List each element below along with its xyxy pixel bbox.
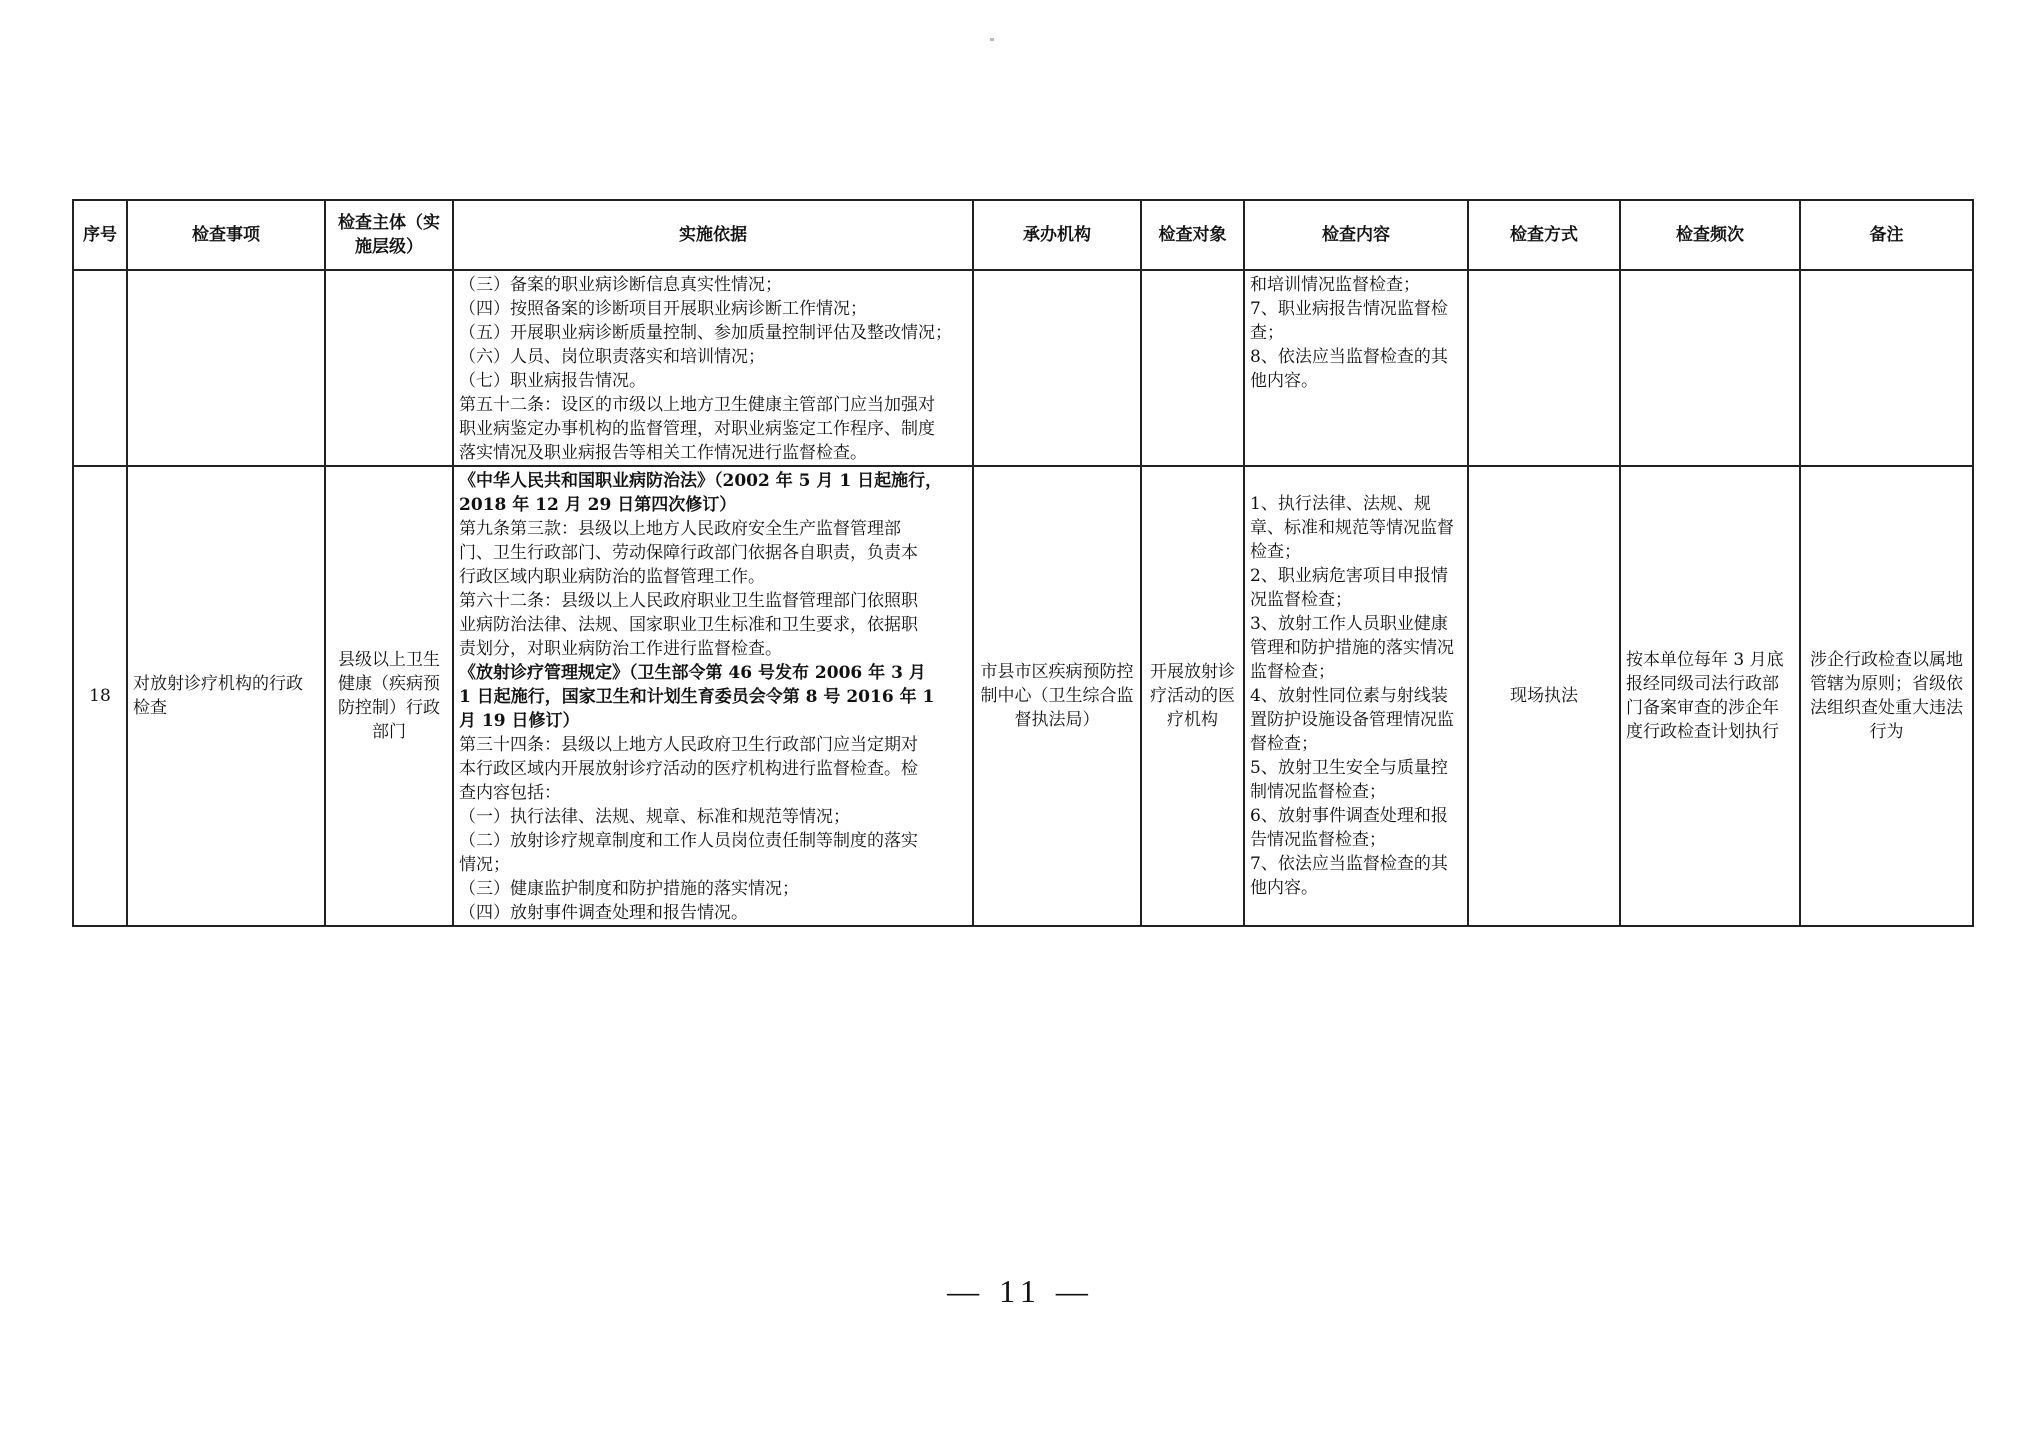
scan-mark bbox=[990, 38, 994, 41]
content-line: 1、执行法律、法规、规章、标准和规范等情况监督检查； bbox=[1250, 494, 1454, 562]
basis-line: （五）开展职业病诊断质量控制、参加质量控制评估及整改情况； bbox=[459, 323, 952, 343]
basis-line: （四）按照备案的诊断项目开展职业病诊断工作情况； bbox=[459, 299, 867, 319]
basis-line: （六）人员、岗位职责落实和培训情况； bbox=[459, 347, 765, 367]
cell-method: 现场执法 bbox=[1468, 466, 1620, 926]
basis-line: 责划分，对职业病防治工作进行监督检查。 bbox=[459, 639, 782, 659]
basis-line: 第九条第三款：县级以上地方人民政府安全生产监督管理部 bbox=[459, 519, 901, 539]
cell-item: 对放射诊疗机构的行政检查 bbox=[127, 466, 325, 926]
cell-item bbox=[127, 270, 325, 466]
cell-no bbox=[73, 270, 127, 466]
basis-line: （三）健康监护制度和防护措施的落实情况； bbox=[459, 879, 799, 899]
header-no: 序号 bbox=[73, 200, 127, 270]
content-line: 5、放射卫生安全与质量控制情况监督检查； bbox=[1250, 758, 1448, 802]
cell-agency: 市县市区疾病预防控制中心（卫生综合监督执法局） bbox=[973, 466, 1141, 926]
basis-line: 门、卫生行政部门、劳动保障行政部门依据各自职责，负责本 bbox=[459, 543, 918, 563]
header-remark: 备注 bbox=[1800, 200, 1973, 270]
header-subject: 检查主体（实施层级） bbox=[325, 200, 453, 270]
basis-line: 《中华人民共和国职业病防治法》（2002 年 5 月 1 日起施行， bbox=[459, 471, 943, 491]
cell-basis bbox=[453, 270, 973, 466]
header-item: 检查事项 bbox=[127, 200, 325, 270]
basis-line: 第六十二条：县级以上人民政府职业卫生监督管理部门依照职 bbox=[459, 591, 918, 611]
header-method: 检查方式 bbox=[1468, 200, 1620, 270]
basis-line: 《放射诊疗管理规定》（卫生部令第 46 号发布 2006 年 3 月 bbox=[459, 663, 926, 683]
cell-no: 18 bbox=[73, 466, 127, 926]
basis-line: （四）放射事件调查处理和报告情况。 bbox=[459, 903, 748, 923]
content-line: 4、放射性同位素与射线装置防护设施设备管理情况监督检查； bbox=[1250, 686, 1454, 754]
basis-line: （一）执行法律、法规、规章、标准和规范等情况； bbox=[459, 807, 850, 827]
cell-content: 和培训情况监督检查； 7、职业病报告情况监督检查； 8、依法应当监督检查的其他内容。 bbox=[1244, 270, 1468, 466]
cell-remark bbox=[1800, 270, 1973, 466]
cell-frequency bbox=[1620, 270, 1800, 466]
content-line: 7、依法应当监督检查的其他内容。 bbox=[1250, 854, 1448, 898]
cell-remark: 涉企行政检查以属地管辖为原则；省级依法组织查处重大违法行为 bbox=[1800, 466, 1973, 926]
content-line: 3、放射工作人员职业健康管理和防护措施的落实情况监督检查； bbox=[1250, 614, 1454, 682]
content-line: 6、放射事件调查处理和报告情况监督检查； bbox=[1250, 806, 1448, 850]
content-line: 2、职业病危害项目申报情况监督检查； bbox=[1250, 566, 1448, 610]
header-content: 检查内容 bbox=[1244, 200, 1468, 270]
basis-line: 本行政区域内开展放射诊疗活动的医疗机构进行监督检查。检 bbox=[459, 759, 918, 779]
basis-line: 情况； bbox=[459, 855, 510, 875]
basis-line: 查内容包括： bbox=[459, 783, 561, 803]
inspection-table bbox=[72, 199, 1974, 927]
basis-line: 业病防治法律、法规、国家职业卫生标准和卫生要求，依据职 bbox=[459, 615, 918, 635]
cell-subject bbox=[325, 270, 453, 466]
basis-line: （三）备案的职业病诊断信息真实性情况； bbox=[459, 275, 782, 295]
basis-line: 第三十四条：县级以上地方人民政府卫生行政部门应当定期对 bbox=[459, 735, 918, 755]
basis-line: 职业病鉴定办事机构的监督管理，对职业病鉴定工作程序、制度 bbox=[459, 419, 935, 439]
header-agency: 承办机构 bbox=[973, 200, 1141, 270]
basis-line: 第五十二条：设区的市级以上地方卫生健康主管部门应当加强对 bbox=[459, 395, 935, 415]
basis-line: 落实情况及职业病报告等相关工作情况进行监督检查。 bbox=[459, 443, 867, 463]
cell-method bbox=[1468, 270, 1620, 466]
cell-subject: 县级以上卫生健康（疾病预防控制）行政部门 bbox=[325, 466, 453, 926]
cell-target bbox=[1141, 270, 1244, 466]
basis-line: 2018 年 12 月 29 日第四次修订） bbox=[459, 495, 737, 515]
header-target: 检查对象 bbox=[1141, 200, 1244, 270]
page-number: — 11 — bbox=[947, 1273, 1094, 1309]
basis-line: （七）职业病报告情况。 bbox=[459, 371, 646, 391]
table-row-18 bbox=[73, 466, 1973, 926]
basis-line: 行政区域内职业病防治的监督管理工作。 bbox=[459, 567, 765, 587]
header-frequency: 检查频次 bbox=[1620, 200, 1800, 270]
table-row-continued bbox=[73, 270, 1973, 466]
header-basis: 实施依据 bbox=[453, 200, 973, 270]
cell-basis bbox=[453, 466, 973, 926]
cell-target: 开展放射诊疗活动的医疗机构 bbox=[1141, 466, 1244, 926]
header-row bbox=[73, 200, 1973, 270]
basis-line: 1 日起施行，国家卫生和计划生育委员会令第 8 号 2016 年 1 bbox=[459, 687, 935, 707]
cell-content bbox=[1244, 466, 1468, 926]
cell-frequency: 按本单位每年 3 月底报经同级司法行政部门备案审查的涉企年度行政检查计划执行 bbox=[1620, 466, 1800, 926]
basis-line: （二）放射诊疗规章制度和工作人员岗位责任制等制度的落实 bbox=[459, 831, 918, 851]
cell-agency bbox=[973, 270, 1141, 466]
basis-line: 月 19 日修订） bbox=[459, 711, 580, 731]
